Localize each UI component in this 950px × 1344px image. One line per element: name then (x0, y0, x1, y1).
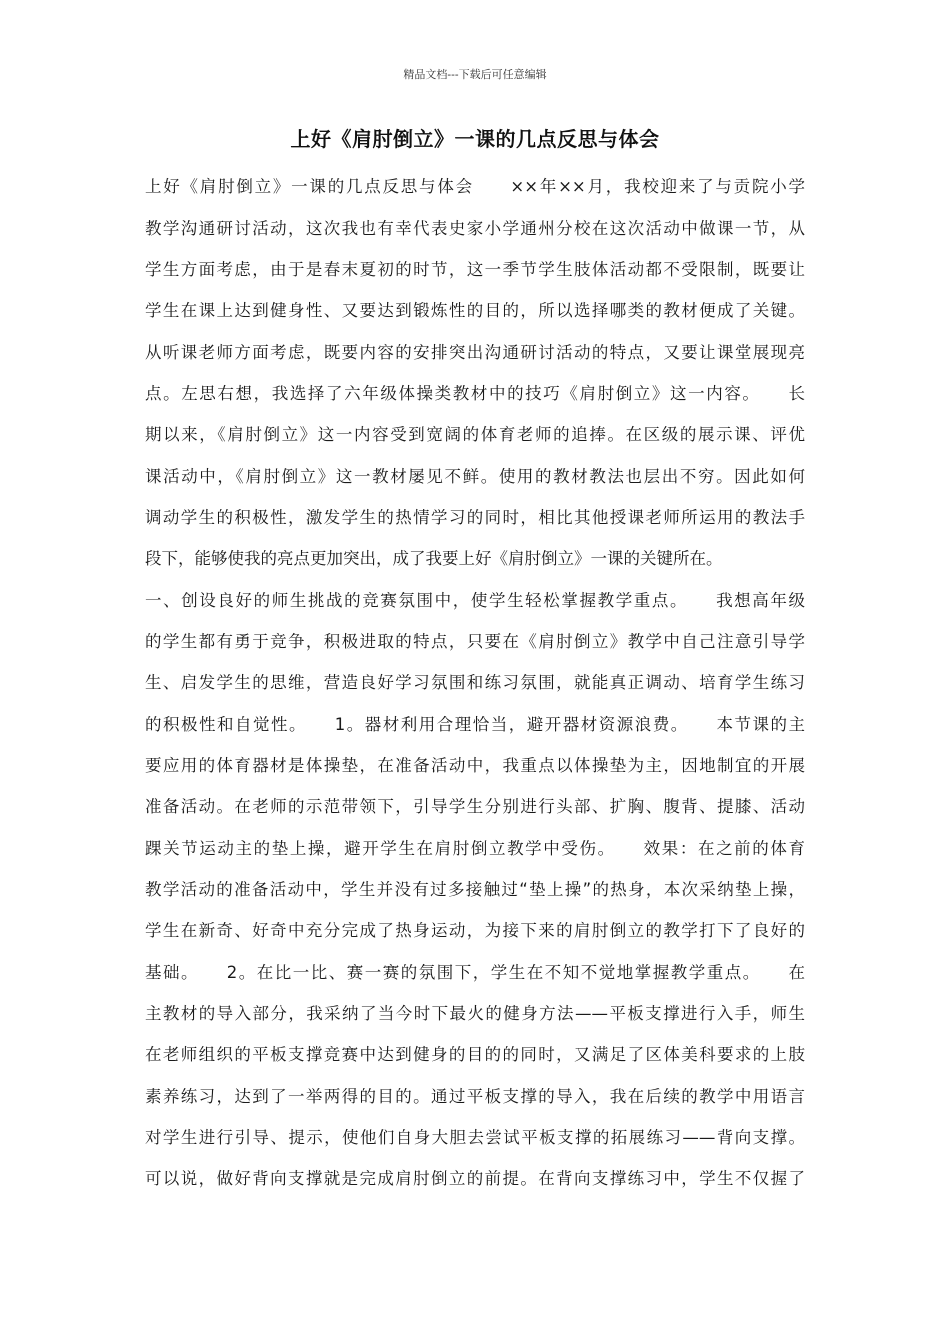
body-line: 段下，能够使我的亮点更加突出，成了我要上好《肩肘倒立》一课的关键所在。 (145, 549, 723, 568)
body-line: 基础。 2。在比一比、赛一赛的氛围下，学生在不知不觉地掌握教学重点。 在 (145, 963, 805, 982)
body-line: 要应用的体育器材是体操垫，在准备活动中，我重点以体操垫为主，因地制宜的开展 (145, 756, 805, 775)
body-line: 学生在新奇、好奇中充分完成了热身运动，为接下来的肩肘倒立的教学打下了良好的 (145, 921, 805, 940)
body-line: 教学沟通研讨活动，这次我也有幸代表史家小学通州分校在这次活动中做课一节，从 (145, 219, 805, 238)
body-line: 准备活动。在老师的示范带领下，引导学生分别进行头部、扩胸、腹背、提膝、活动 (145, 797, 805, 816)
body-line: 生、启发学生的思维，营造良好学习氛围和练习氛围，就能真正调动、培育学生练习 (145, 673, 805, 692)
body-line: 素养练习，达到了一举两得的目的。通过平板支撑的导入，我在后续的教学中用语言 (145, 1087, 805, 1106)
body-line: 主教材的导入部分，我采纳了当今时下最火的健身方法——平板支撑进行入手，师生 (145, 1004, 805, 1023)
body-line: 的学生都有勇于竞争，积极进取的特点，只要在《肩肘倒立》教学中自己注意引导学 (145, 632, 805, 651)
body-line: 期以来，《肩肘倒立》这一内容受到宽阔的体育老师的追捧。在区级的展示课、评优 (145, 425, 805, 444)
document-title: 上好《肩肘倒立》一课的几点反思与体会 (290, 127, 660, 151)
body-line: 在老师组织的平板支撑竞赛中达到健身的目的的同时，又满足了区体美科要求的上肢 (145, 1045, 805, 1064)
body-line: 一、创设良好的师生挑战的竞赛氛围中，使学生轻松掌握教学重点。 我想高年级 (145, 591, 805, 610)
body-line: 点。左思右想，我选择了六年级体操类教材中的技巧《肩肘倒立》这一内容。 长 (145, 384, 805, 403)
body-line: 学生方面考虑，由于是春末夏初的时节，这一季节学生肢体活动都不受限制，既要让 (145, 260, 805, 279)
body-line: 课活动中，《肩肘倒立》这一教材屡见不鲜。使用的教材教法也层出不穷。因此如何 (145, 467, 805, 486)
body-line: 教学活动的准备活动中，学生并没有过多接触过“垫上操”的热身，本次采纳垫上操， (145, 880, 805, 899)
body-line: 对学生进行引导、提示，使他们自身大胆去尝试平板支撑的拓展练习——背向支撑。 (145, 1128, 805, 1147)
body-line: 踝关节运动主的垫上操，避开学生在肩肘倒立教学中受伤。 效果：在之前的体育 (145, 839, 805, 858)
body-line: 可以说，做好背向支撑就是完成肩肘倒立的前提。在背向支撑练习中，学生不仅握了 (145, 1169, 805, 1188)
body-line: 学生在课上达到健身性、又要达到锻炼性的目的，所以选择哪类的教材便成了关键。 (145, 301, 805, 320)
body-line: 调动学生的积极性，激发学生的热情学习的同时，相比其他授课老师所运用的教法手 (145, 508, 805, 527)
body-line: 上好《肩肘倒立》一课的几点反思与体会 ××年××月，我校迎来了与贡院小学 (145, 177, 805, 196)
page-header-note: 精品文档---下载后可任意编辑 (403, 68, 547, 81)
body-line: 从听课老师方面考虑，既要内容的安排突出沟通研讨活动的特点，又要让课堂展现亮 (145, 343, 805, 362)
body-line: 的积极性和自觉性。 1。器材利用合理恰当，避开器材资源浪费。 本节课的主 (145, 715, 805, 734)
